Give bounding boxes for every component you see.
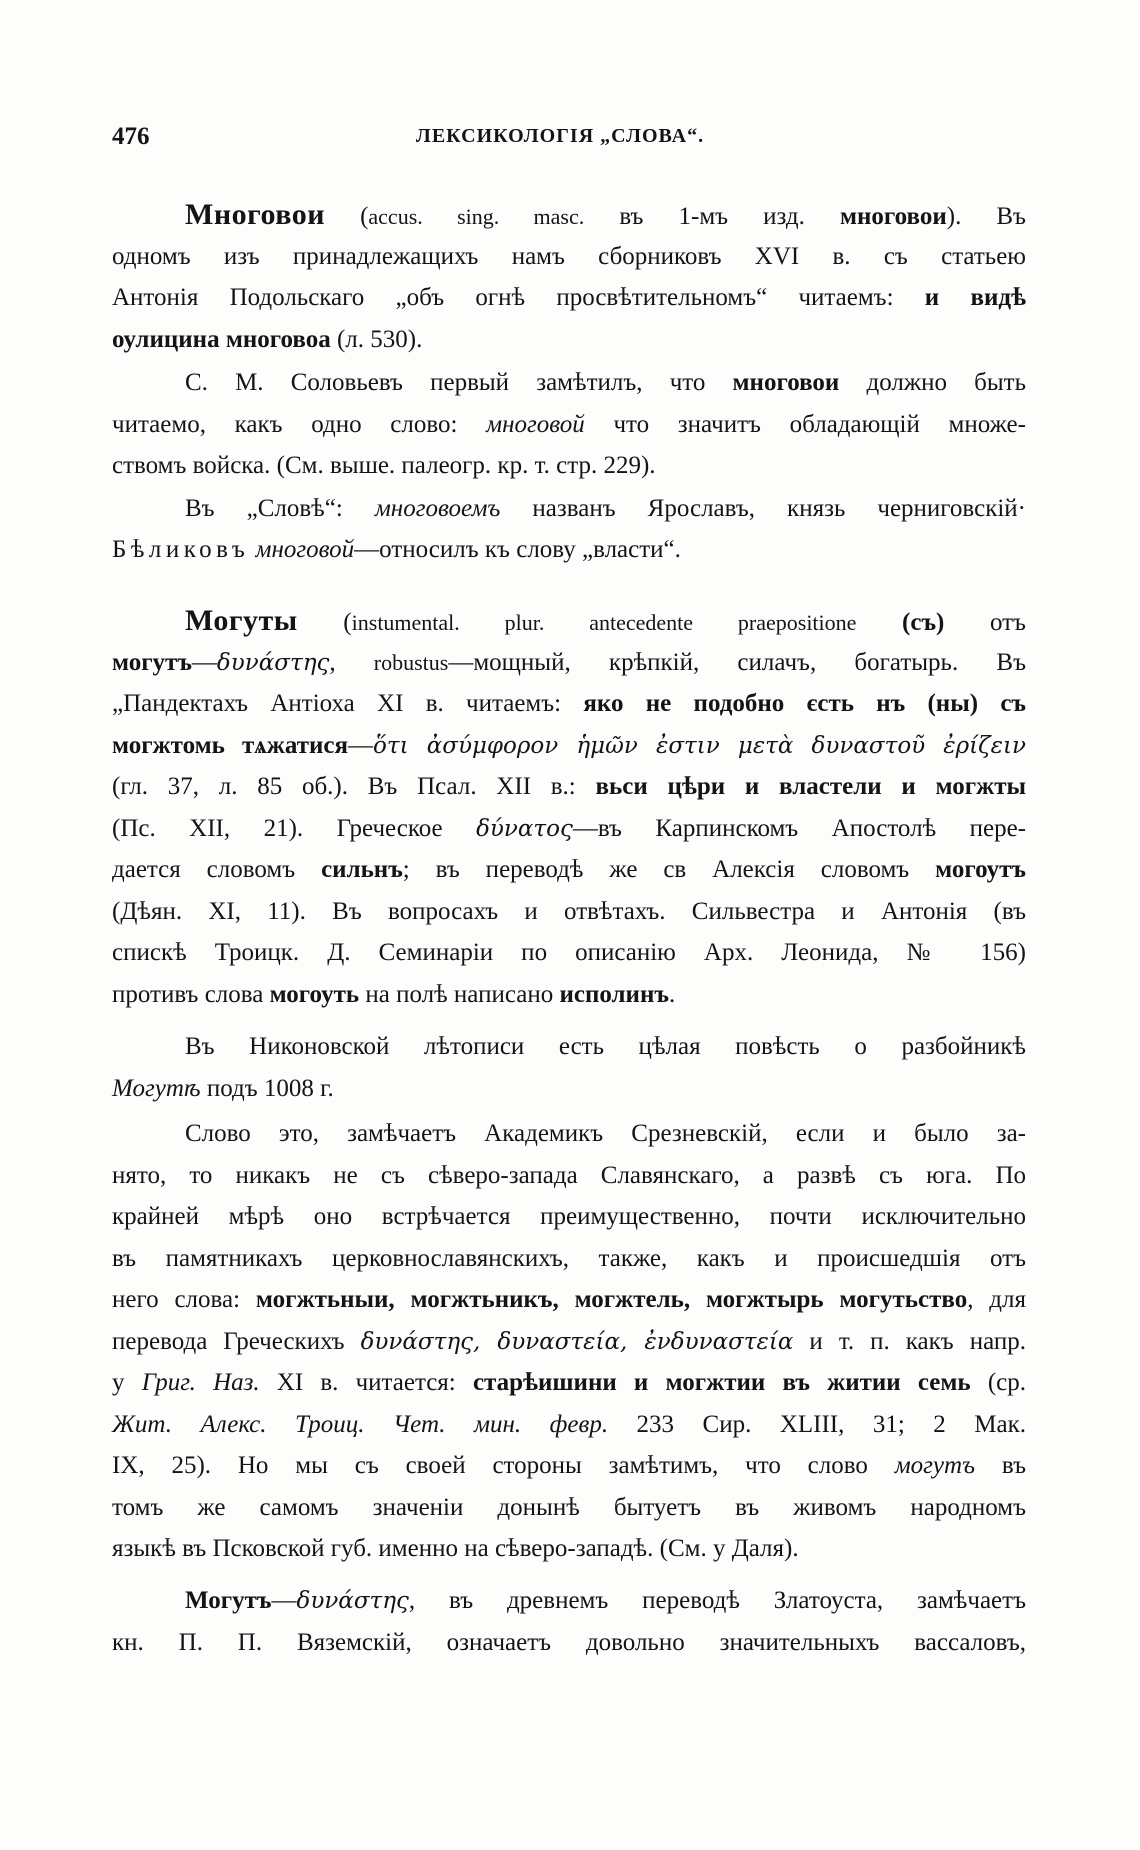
text-run: , [329, 648, 374, 676]
text-run: и т. п. какъ напр. [793, 1327, 1026, 1355]
church-slavonic-text: яко не подобно єсть нъ (ны) съ [583, 690, 1026, 717]
text-line [112, 1238, 1026, 1280]
greek-text: δυνάστης [216, 649, 330, 676]
text-line [112, 683, 1026, 725]
text-run: (Дѣян. XI, 11). Въ вопросахъ и отвѣтахъ. Сильвестра и Антонія (въ [112, 897, 1026, 925]
text-line [112, 194, 1026, 236]
text-line [112, 1279, 1026, 1321]
text-run: противъ слова [112, 980, 270, 1008]
paragraph-nikon-chronicle [112, 1026, 1026, 1109]
text-run: томъ же самомъ значеніи донынѣ бытуетъ въ живомъ народномъ [112, 1493, 1026, 1521]
text-run: „Пандектахъ Антіоха XI в. читаемъ: [112, 690, 584, 717]
text-run [856, 609, 902, 636]
church-slavonic-text: могжтьныи, могжтьникъ, могжтель, могжтырь могутьство [255, 1286, 968, 1313]
text-run: въ 1-мъ изд. [584, 203, 840, 230]
text-run: Слово это, замѣчаетъ Академикъ Срезневскій, если и было за- [185, 1120, 1026, 1147]
headword: Могуты [185, 604, 298, 637]
church-slavonic-text: могжтомь тѧжатися [112, 731, 349, 759]
text-line [112, 891, 1026, 933]
text-run: одномъ изъ принадлежащихъ намъ сборниковъ XVI в. съ статьею [112, 242, 1026, 270]
text-line [112, 849, 1026, 891]
text-run: , въ древнемъ переводѣ Златоуста, замѣчаетъ [408, 1587, 1026, 1614]
latin-text: instumental. plur. antecedente praepositione [351, 610, 857, 635]
text-line [112, 1404, 1026, 1446]
text-run: у [112, 1369, 142, 1396]
church-slavonic-text: оулицина многовоа [112, 325, 331, 353]
spaced-text: Бѣликовъ [112, 536, 250, 563]
text-run: Антонія Подольскаго „объ огнѣ просвѣтительномъ“ читаемъ: [112, 284, 925, 311]
running-head: ЛЕКСИКОЛОГІЯ „СЛОВА“. [415, 125, 705, 147]
text-run: Въ Никоновской лѣтописи есть цѣлая повѣсть о разбойникѣ [185, 1033, 1026, 1060]
text-line [112, 445, 1026, 487]
text-run: на полѣ написано [359, 980, 560, 1008]
italic-text: Могутѣ [112, 1074, 201, 1102]
text-run: IX, 25). Но мы съ своей стороны замѣтимъ, что слово [112, 1452, 895, 1479]
text-line [112, 236, 1026, 278]
italic-text: многовоемъ [374, 494, 501, 522]
greek-text: ὅτι ἀσύμφορον ἡμῶν ἐστιν μετὰ δυναστοῦ ἐρίζειν [373, 732, 1026, 759]
paragraph-vyazemsky-note [112, 1580, 1026, 1663]
text-run: подъ 1008 г. [200, 1074, 334, 1102]
text-run: языкѣ въ Псковской губ. именно на сѣверо-западѣ. (См. у Даля). [112, 1535, 799, 1562]
text-run: отъ [944, 609, 1026, 636]
text-run: Въ „Словѣ“: [185, 494, 375, 522]
text-run: С. М. Соловьевъ первый замѣтилъ, что [185, 369, 733, 396]
church-slavonic-text: исполинъ [559, 980, 669, 1008]
text-run: (гл. 37, л. 85 об.). Въ Псал. XII в.: [112, 773, 596, 800]
text-line [112, 1580, 1026, 1622]
text-run: (л. 530). [330, 325, 423, 353]
text-line [112, 1487, 1026, 1529]
text-run: — [271, 1587, 297, 1614]
text-run: ( [297, 609, 352, 636]
text-line [112, 319, 1026, 361]
text-run: ). Въ [946, 203, 1026, 230]
text-line [112, 529, 1026, 571]
page-header [112, 116, 1026, 157]
text-line [112, 642, 1026, 684]
text-line [112, 277, 1026, 319]
text-line [112, 1622, 1026, 1664]
text-run: читаемо, какъ одно слово: [112, 410, 487, 438]
text-line [112, 766, 1026, 808]
church-slavonic-text: многовои [839, 203, 947, 230]
church-slavonic-text: (съ) [902, 609, 945, 636]
text-line [112, 1113, 1026, 1155]
text-line [112, 1321, 1026, 1363]
text-run: — [348, 731, 374, 759]
greek-text: δυνάστης, δυναστεία, ἐνδυναστεία [360, 1328, 794, 1355]
church-slavonic-text: и видѣ [924, 284, 1026, 311]
church-slavonic-text: вьси цѣри и властели и могжты [595, 773, 1027, 800]
church-slavonic-text: могоутъ [935, 856, 1026, 883]
text-line [112, 725, 1026, 767]
text-run: въ памятникахъ церковнославянскихъ, также, какъ и происшедшія отъ [112, 1244, 1026, 1272]
text-line [112, 1362, 1026, 1404]
church-slavonic-text: могоуть [269, 980, 360, 1008]
entry-moguty [112, 600, 1026, 1015]
church-slavonic-text: сильнъ [321, 856, 403, 883]
text-line [112, 1155, 1026, 1197]
text-run: , для [967, 1286, 1026, 1313]
greek-text: δυνάστης [296, 1588, 409, 1614]
text-line [112, 974, 1026, 1016]
text-run: нято, то никакъ не съ сѣверо-запада Славянскаго, а развѣ съ юга. По [112, 1161, 1026, 1189]
church-slavonic-text: старѣишини и могжтии въ житии семь [472, 1369, 971, 1396]
headword: Многовои [185, 198, 326, 231]
text-run: (Пс. XII, 21). Греческое [112, 814, 477, 842]
text-run: должно быть [839, 369, 1026, 396]
text-run: ствомъ войска. (См. выше. палеогр. кр. т. стр. 229). [112, 452, 656, 479]
text-line [112, 1445, 1026, 1487]
text-line [112, 600, 1026, 642]
paragraph-slovo-note [112, 488, 1026, 571]
text-line [112, 932, 1026, 974]
page-body [112, 194, 1026, 1663]
text-line [112, 404, 1026, 446]
text-line [112, 1026, 1026, 1068]
text-line [112, 362, 1026, 404]
church-slavonic-text: многовои [732, 369, 840, 396]
page-number: 476 [112, 123, 150, 150]
text-run: ( [325, 203, 369, 230]
italic-text: многовой [255, 536, 355, 563]
text-line [112, 808, 1026, 850]
italic-text: многовой [486, 410, 585, 438]
text-line [112, 1196, 1026, 1238]
greek-text: δύνατος [476, 815, 573, 842]
text-run: спискѣ Троицк. Д. Семинаріи по описанію Арх. Леонида, № 156) [112, 939, 1026, 966]
latin-text: accus. sing. masc. [368, 204, 585, 229]
latin-text: robustus [373, 649, 449, 675]
text-run: названъ Ярославъ, князь черниговскій· [500, 494, 1026, 522]
text-run: что значитъ обладающій множе- [584, 410, 1026, 438]
text-run: ; въ переводѣ же св Алексія словомъ [402, 856, 936, 883]
text-run: —относилъ къ слову „власти“. [354, 536, 681, 563]
text-run: него слова: [112, 1286, 256, 1313]
italic-text: Жит. Алекс. Троиц. Чет. мин. февр. [112, 1410, 609, 1438]
text-run: XI в. читается: [259, 1369, 473, 1396]
entry-mnogovoi [112, 194, 1026, 360]
paragraph-soloviev-note [112, 362, 1026, 487]
text-run: перевода Греческихъ [112, 1327, 361, 1355]
church-slavonic-text: Могутъ [185, 1587, 272, 1614]
text-line [112, 1068, 1026, 1110]
italic-text: могутъ [894, 1452, 976, 1479]
text-run: . [668, 980, 676, 1008]
text-run: кн. П. П. Вяземскій, означаетъ довольно значительныхъ вассаловъ, [112, 1628, 1026, 1656]
text-run: дается словомъ [112, 856, 322, 883]
text-run: 233 Сир. XLIII, 31; 2 Мак. [608, 1410, 1026, 1438]
text-line [112, 488, 1026, 530]
text-run: —мощный, крѣпкій, силачъ, богатырь. Въ [448, 648, 1026, 676]
text-run: въ [975, 1452, 1026, 1479]
church-slavonic-text: могутъ [112, 648, 192, 676]
text-run: —въ Карпинскомъ Апостолѣ пере- [572, 814, 1026, 842]
text-run: — [191, 648, 217, 676]
paragraph-sreznevsky-note [112, 1113, 1026, 1570]
italic-text: Григ. Наз. [141, 1369, 260, 1396]
text-run: крайней мѣрѣ оно встрѣчается преимущественно, почти исключительно [112, 1203, 1026, 1230]
text-line [112, 1528, 1026, 1570]
text-run: (ср. [970, 1369, 1026, 1396]
